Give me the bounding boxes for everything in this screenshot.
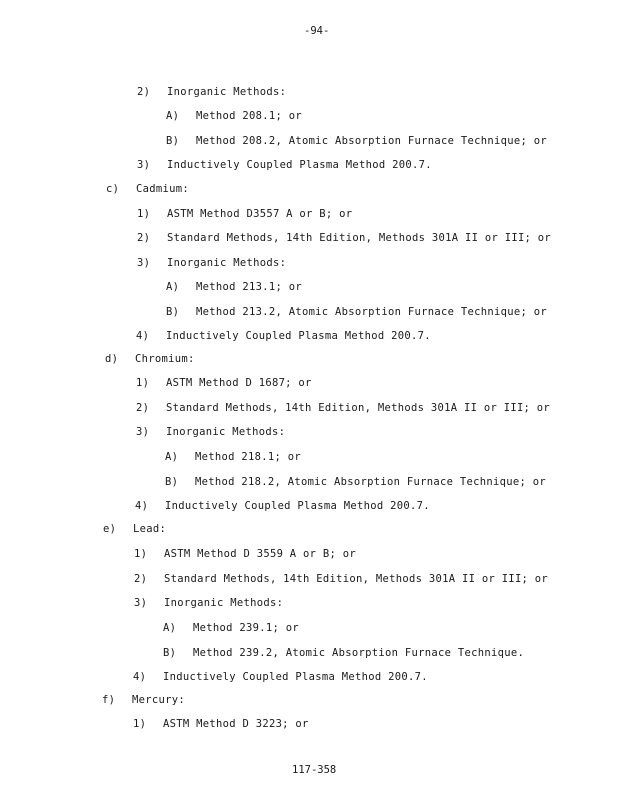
page-footer: 117-358 <box>292 764 337 776</box>
list-text: ASTM Method D 3559 A or B; or <box>164 548 357 560</box>
list-text: Method 208.2, Atomic Absorption Furnace Technique; or <box>196 135 547 147</box>
list-text: Inductively Coupled Plasma Method 200.7. <box>166 330 431 342</box>
list-marker: 3) <box>136 426 150 438</box>
page-number: -94- <box>304 25 330 37</box>
list-text: Inductively Coupled Plasma Method 200.7. <box>163 671 428 683</box>
list-text: Standard Methods, 14th Edition, Methods 301A II or III; or <box>164 573 549 585</box>
list-marker: 2) <box>137 86 151 98</box>
list-marker: A) <box>165 451 179 463</box>
list-marker: B) <box>163 647 177 659</box>
list-marker: 4) <box>136 330 150 342</box>
list-marker: B) <box>165 476 179 488</box>
list-marker: 4) <box>133 671 147 683</box>
list-text: Method 213.1; or <box>196 281 302 293</box>
list-text: ASTM Method D 1687; or <box>166 377 312 389</box>
list-marker: 1) <box>133 718 147 730</box>
list-marker: 3) <box>134 597 148 609</box>
list-text: Standard Methods, 14th Edition, Methods 301A II or III; or <box>166 402 551 414</box>
list-marker: 3) <box>137 159 151 171</box>
list-marker: B) <box>166 306 180 318</box>
list-marker: 1) <box>134 548 148 560</box>
list-marker: A) <box>166 110 180 122</box>
list-marker: 4) <box>135 500 149 512</box>
list-text: ASTM Method D 3223; or <box>163 718 309 730</box>
list-text: Method 218.1; or <box>195 451 301 463</box>
list-marker: 1) <box>137 208 151 220</box>
list-text: Inductively Coupled Plasma Method 200.7. <box>167 159 432 171</box>
list-marker: B) <box>166 135 180 147</box>
list-text: Method 208.1; or <box>196 110 302 122</box>
list-marker: 2) <box>137 232 151 244</box>
list-marker: 3) <box>137 257 151 269</box>
list-marker: c) <box>106 183 120 195</box>
list-text: Mercury: <box>132 694 185 706</box>
list-text: Inorganic Methods: <box>166 426 286 438</box>
list-text: Method 218.2, Atomic Absorption Furnace Technique; or <box>195 476 546 488</box>
list-text: Method 213.2, Atomic Absorption Furnace Technique; or <box>196 306 547 318</box>
list-text: Inorganic Methods: <box>167 86 287 98</box>
list-text: ASTM Method D3557 A or B; or <box>167 208 353 220</box>
list-text: Inorganic Methods: <box>164 597 284 609</box>
list-text: Method 239.1; or <box>193 622 299 634</box>
list-text: Method 239.2, Atomic Absorption Furnace Technique. <box>193 647 525 659</box>
list-text: Lead: <box>133 523 167 535</box>
list-marker: 2) <box>134 573 148 585</box>
list-marker: d) <box>105 353 119 365</box>
list-text: Cadmium: <box>136 183 189 195</box>
list-marker: A) <box>166 281 180 293</box>
list-marker: A) <box>163 622 177 634</box>
list-marker: 2) <box>136 402 150 414</box>
list-marker: f) <box>102 694 116 706</box>
list-text: Inductively Coupled Plasma Method 200.7. <box>165 500 430 512</box>
list-marker: 1) <box>136 377 150 389</box>
list-text: Standard Methods, 14th Edition, Methods 301A II or III; or <box>167 232 552 244</box>
list-text: Chromium: <box>135 353 195 365</box>
list-marker: e) <box>103 523 117 535</box>
list-text: Inorganic Methods: <box>167 257 287 269</box>
